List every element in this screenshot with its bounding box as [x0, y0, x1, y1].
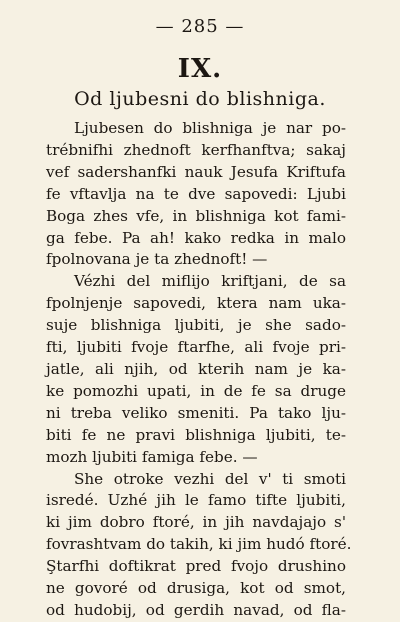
text-line: mozh ljubiti famiga febe. — — [46, 447, 258, 466]
page-number: — 285 — — [155, 16, 245, 37]
text-line: fe vftavlja na te dve sapovedi: Ljubi — [46, 184, 346, 203]
text-line: isredé. Uzhé jih le famo tifte ljubiti, — [46, 491, 346, 510]
text-line: She otroke vezhi del v' ti smoti — [74, 469, 346, 488]
text-line: Vézhi del miflijo kriftjani, de sa — [74, 272, 346, 291]
text-line: jatle, ali njih, od kterih nam je ka- — [46, 359, 346, 378]
text-line: fti, ljubiti fvoje ftarfhe, ali fvoje pri- — [46, 338, 346, 357]
text-line: ne govoré od drusiga, kot od smot, — [46, 579, 346, 598]
chapter-title: Od ljubesni do blishniga. — [74, 88, 326, 110]
text-line: fpolnjenje sapovedi, ktera nam uka- — [46, 294, 346, 313]
text-line: trébnifhi zhednoft kerfhanftva; sakaj — [46, 140, 346, 159]
text-line: ni treba veliko smeniti. Pa tako lju- — [46, 403, 346, 422]
text-line: suje blishniga ljubiti, je she sado- — [46, 316, 346, 335]
text-line: Boga zhes vfe, in blishniga kot fami- — [46, 206, 346, 225]
text-line: ki jim dobro ftoré, in jih navdajajo s' — [46, 513, 346, 532]
text-line: vef sadershanfki nauk Jesufa Kriftufa — [46, 162, 346, 181]
text-line: fovrashtvam do takih, ki jim hudó ftoré. — [46, 535, 352, 554]
text-line: od hudobij, od gerdih navad, od fla- — [46, 600, 346, 619]
body-text — [46, 118, 352, 622]
chapter-numeral: IX. — [177, 54, 223, 84]
paragraph — [46, 469, 352, 622]
text-line: Ştarfhi doftikrat pred fvojo drushino — [46, 557, 346, 576]
text-line: fpolnovana je ta zhednoft! — — [46, 250, 268, 269]
text-line: ga febe. Pa ah! kako redka in malo — [46, 228, 346, 247]
text-line: ke pomozhi upati, in de fe sa druge — [46, 381, 346, 400]
text-line: Ljubesen do blishniga je nar po- — [74, 119, 346, 137]
paragraph — [46, 118, 346, 271]
text-line: biti fe ne pravi blishniga ljubiti, te- — [46, 425, 346, 444]
paragraph — [46, 271, 346, 468]
